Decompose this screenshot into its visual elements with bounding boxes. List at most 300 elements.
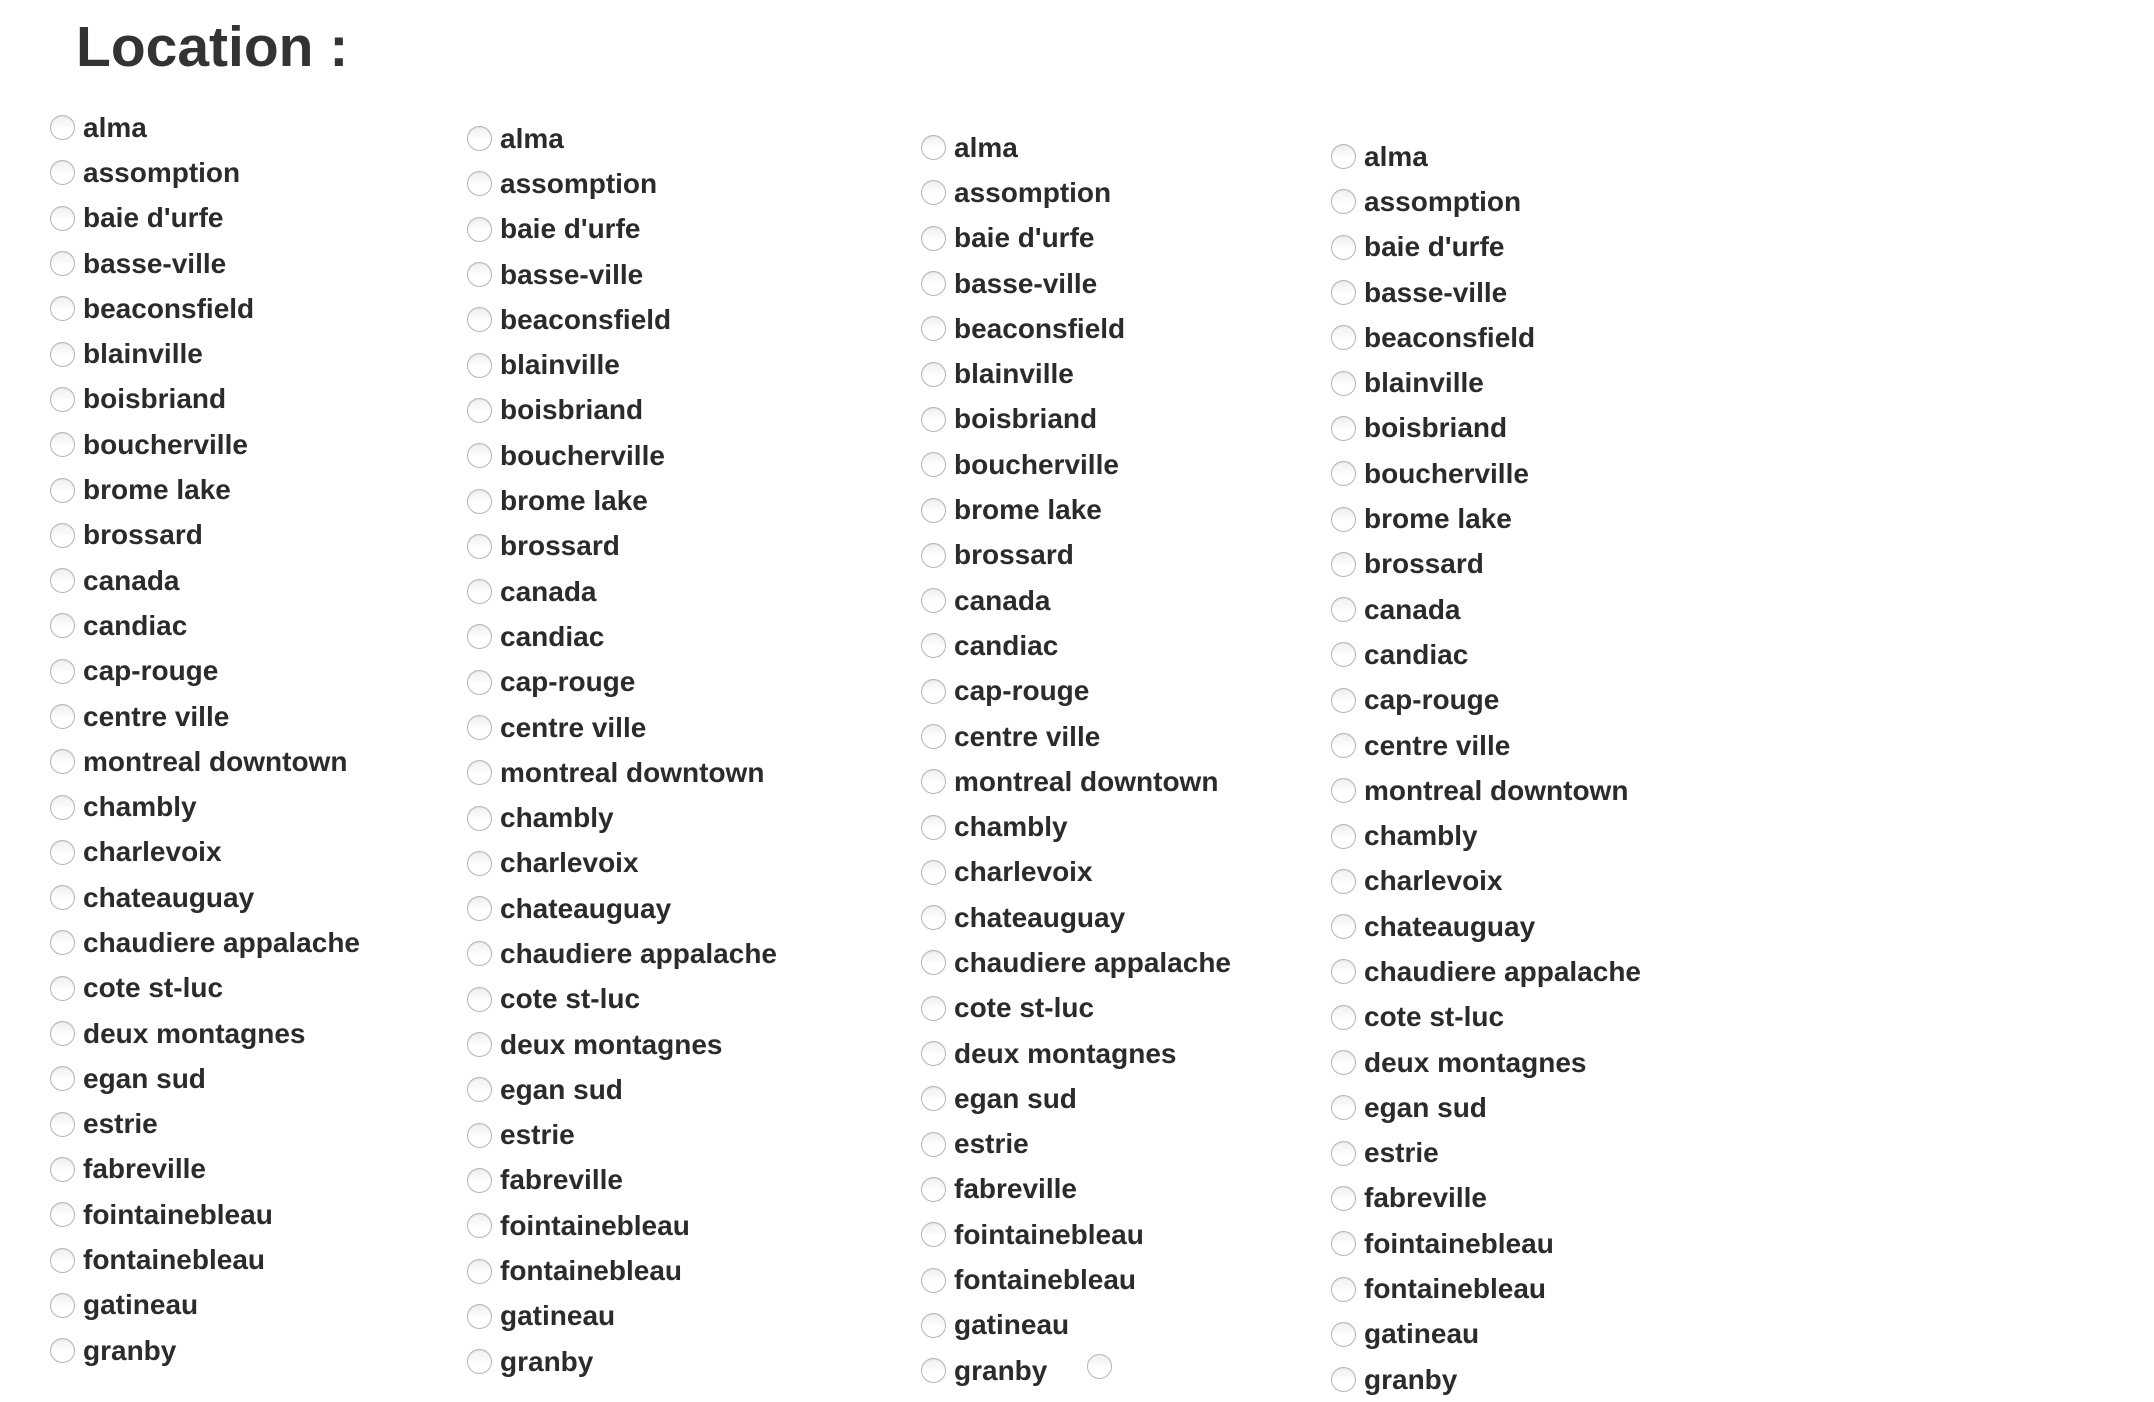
location-option-label[interactable]: brossard bbox=[500, 530, 620, 562]
location-radio-brossard[interactable] bbox=[921, 543, 946, 568]
location-option-label[interactable]: estrie bbox=[1364, 1137, 1439, 1169]
location-radio-baie-d-urfe[interactable] bbox=[50, 206, 75, 231]
location-option-label[interactable]: chateauguay bbox=[1364, 910, 1536, 942]
location-radio-canada[interactable] bbox=[921, 588, 946, 613]
location-radio-baie-d-urfe[interactable] bbox=[467, 217, 492, 242]
location-radio-chambly[interactable] bbox=[921, 815, 946, 840]
location-radio-boucherville[interactable] bbox=[50, 432, 75, 457]
location-option bbox=[921, 714, 1231, 759]
location-option-label[interactable]: cote st-luc bbox=[83, 972, 224, 1004]
location-radio-alma[interactable] bbox=[921, 135, 946, 160]
location-option bbox=[50, 558, 360, 603]
location-option-label[interactable]: canada bbox=[954, 584, 1051, 616]
location-radio-brome-lake[interactable] bbox=[467, 489, 492, 514]
location-option bbox=[1331, 451, 1641, 496]
location-radio-fabreville[interactable] bbox=[50, 1157, 75, 1182]
location-radio-gatineau[interactable] bbox=[467, 1304, 492, 1329]
location-radio-brome-lake[interactable] bbox=[921, 498, 946, 523]
location-radio-blainville[interactable] bbox=[1331, 371, 1356, 396]
location-radio-deux-montagnes[interactable] bbox=[921, 1041, 946, 1066]
location-option-label[interactable]: estrie bbox=[83, 1108, 158, 1140]
location-option-label[interactable]: candiac bbox=[954, 629, 1059, 661]
location-option bbox=[921, 669, 1231, 714]
location-radio-centre-ville[interactable] bbox=[1331, 733, 1356, 758]
location-option-label[interactable]: blainville bbox=[1364, 367, 1484, 399]
location-option-label[interactable]: beaconsfield bbox=[1364, 321, 1536, 353]
location-option-label[interactable]: cote st-luc bbox=[1364, 1001, 1505, 1033]
location-option bbox=[921, 351, 1231, 396]
location-option-label[interactable]: chateauguay bbox=[500, 892, 672, 924]
location-option bbox=[921, 397, 1231, 442]
location-option-label[interactable]: chaudiere appalache bbox=[500, 937, 778, 969]
location-radio-candiac[interactable] bbox=[921, 633, 946, 658]
location-option bbox=[1331, 315, 1641, 360]
location-option-label[interactable]: centre ville bbox=[83, 700, 230, 732]
location-option-label[interactable]: centre ville bbox=[500, 711, 647, 743]
location-option-label[interactable]: fointainebleau bbox=[954, 1218, 1144, 1250]
location-radio-column-1 bbox=[50, 105, 360, 1373]
location-option bbox=[50, 875, 360, 920]
location-option bbox=[50, 196, 360, 241]
location-radio-cap-rouge[interactable] bbox=[50, 659, 75, 684]
location-option bbox=[921, 1303, 1231, 1348]
location-radio-cap-rouge[interactable] bbox=[921, 679, 946, 704]
location-option-label[interactable]: candiac bbox=[83, 609, 188, 641]
location-radio-beaconsfield[interactable] bbox=[1331, 325, 1356, 350]
location-option-label[interactable]: deux montagnes bbox=[1364, 1046, 1587, 1078]
location-radio-fontainebleau[interactable] bbox=[921, 1268, 946, 1293]
location-option-label[interactable]: beaconsfield bbox=[83, 292, 255, 324]
location-radio-chambly[interactable] bbox=[50, 795, 75, 820]
location-option-label[interactable]: egan sud bbox=[1364, 1091, 1487, 1123]
location-option bbox=[467, 161, 777, 206]
location-radio-canada[interactable] bbox=[467, 579, 492, 604]
location-option bbox=[50, 1056, 360, 1101]
location-option-label[interactable]: baie d'urfe bbox=[1364, 231, 1505, 263]
location-radio-montreal-downtown[interactable] bbox=[467, 760, 492, 785]
location-option bbox=[1331, 859, 1641, 904]
location-radio-fontainebleau[interactable] bbox=[1331, 1277, 1356, 1302]
location-radio-basse-ville[interactable] bbox=[921, 271, 946, 296]
location-radio-basse-ville[interactable] bbox=[467, 262, 492, 287]
location-radio-beaconsfield[interactable] bbox=[467, 307, 492, 332]
location-option bbox=[921, 442, 1231, 487]
location-radio-granby[interactable] bbox=[50, 1338, 75, 1363]
location-option-label[interactable]: boucherville bbox=[1364, 457, 1529, 489]
location-radio-chambly[interactable] bbox=[1331, 824, 1356, 849]
location-radio-brome-lake[interactable] bbox=[1331, 507, 1356, 532]
location-option-label[interactable]: fontainebleau bbox=[954, 1264, 1137, 1296]
location-radio-chateauguay[interactable] bbox=[921, 905, 946, 930]
location-option bbox=[921, 261, 1231, 306]
location-option-label[interactable]: brome lake bbox=[1364, 503, 1512, 535]
location-radio-fabreville[interactable] bbox=[921, 1177, 946, 1202]
location-option bbox=[921, 895, 1231, 940]
location-radio-fontainebleau[interactable] bbox=[467, 1259, 492, 1284]
location-radio-egan-sud[interactable] bbox=[1331, 1095, 1356, 1120]
location-option-label[interactable]: gatineau bbox=[500, 1300, 616, 1332]
location-option-label[interactable]: gatineau bbox=[83, 1289, 199, 1321]
location-option-label[interactable]: canada bbox=[500, 575, 597, 607]
location-option-label[interactable]: brossard bbox=[83, 519, 203, 551]
location-radio-beaconsfield[interactable] bbox=[921, 316, 946, 341]
location-option bbox=[921, 533, 1231, 578]
location-radio-centre-ville[interactable] bbox=[50, 704, 75, 729]
location-option-label[interactable]: fabreville bbox=[954, 1173, 1077, 1205]
location-radio-montreal-downtown[interactable] bbox=[1331, 778, 1356, 803]
location-option bbox=[1331, 179, 1641, 224]
location-option-label[interactable]: fabreville bbox=[1364, 1182, 1487, 1214]
location-option-label[interactable]: brome lake bbox=[954, 494, 1102, 526]
location-option-label[interactable]: canada bbox=[83, 564, 180, 596]
location-option-label[interactable]: blainville bbox=[954, 358, 1074, 390]
location-option bbox=[1331, 768, 1641, 813]
location-option-label[interactable]: canada bbox=[1364, 593, 1461, 625]
location-option-label[interactable]: alma bbox=[83, 111, 147, 143]
location-option bbox=[1331, 1085, 1641, 1130]
location-radio-alma[interactable] bbox=[50, 115, 75, 140]
location-option-label[interactable]: cote st-luc bbox=[954, 992, 1095, 1024]
location-radio-gatineau[interactable] bbox=[1331, 1322, 1356, 1347]
location-radio-deux-montagnes[interactable] bbox=[1331, 1050, 1356, 1075]
location-option bbox=[467, 1294, 777, 1339]
location-option bbox=[50, 830, 360, 875]
location-option-label[interactable]: montreal downtown bbox=[954, 765, 1219, 797]
location-option bbox=[1331, 1040, 1641, 1085]
location-radio-column-4 bbox=[1331, 134, 1641, 1402]
location-option-label[interactable]: montreal downtown bbox=[83, 745, 348, 777]
location-option bbox=[1331, 587, 1641, 632]
location-option-label[interactable]: granby bbox=[500, 1345, 594, 1377]
location-option-label[interactable]: estrie bbox=[954, 1128, 1029, 1160]
location-option bbox=[467, 1067, 777, 1112]
location-option-label[interactable]: brome lake bbox=[83, 474, 231, 506]
location-radio-fabreville[interactable] bbox=[467, 1168, 492, 1193]
location-option bbox=[50, 513, 360, 558]
location-option bbox=[921, 850, 1231, 895]
location-option-label[interactable]: alma bbox=[500, 122, 564, 154]
location-radio-chateauguay[interactable] bbox=[467, 896, 492, 921]
location-option-label[interactable]: assomption bbox=[1364, 185, 1522, 217]
location-radio-egan-sud[interactable] bbox=[921, 1086, 946, 1111]
location-option-label[interactable]: candiac bbox=[500, 620, 605, 652]
location-radio-chateauguay[interactable] bbox=[1331, 914, 1356, 939]
location-option bbox=[50, 1283, 360, 1328]
location-option-label[interactable]: boisbriand bbox=[500, 394, 644, 426]
location-option-label[interactable]: charlevoix bbox=[1364, 865, 1503, 897]
location-option-label[interactable]: fontainebleau bbox=[1364, 1273, 1547, 1305]
location-option-label[interactable]: baie d'urfe bbox=[954, 222, 1095, 254]
location-option bbox=[467, 524, 777, 569]
location-option-label[interactable]: chaudiere appalache bbox=[83, 926, 361, 958]
location-option-label[interactable]: fointainebleau bbox=[83, 1198, 273, 1230]
location-option bbox=[50, 331, 360, 376]
location-option-label[interactable]: charlevoix bbox=[83, 836, 222, 868]
location-radio-fointainebleau[interactable] bbox=[50, 1202, 75, 1227]
location-option-label[interactable]: charlevoix bbox=[954, 856, 1093, 888]
location-radio-candiac[interactable] bbox=[50, 613, 75, 638]
location-option bbox=[467, 614, 777, 659]
location-option-label[interactable]: chateauguay bbox=[954, 901, 1126, 933]
location-option-label[interactable]: assomption bbox=[500, 167, 658, 199]
location-option-label[interactable]: deux montagnes bbox=[954, 1037, 1177, 1069]
partial-radio-bottom-icon[interactable] bbox=[1087, 1354, 1112, 1379]
location-radio-fointainebleau[interactable] bbox=[921, 1222, 946, 1247]
location-option-label[interactable]: brossard bbox=[1364, 548, 1484, 580]
location-option-label[interactable]: basse-ville bbox=[83, 247, 227, 279]
location-radio-granby[interactable] bbox=[1331, 1367, 1356, 1392]
location-option-label[interactable]: basse-ville bbox=[954, 267, 1098, 299]
location-option bbox=[50, 603, 360, 648]
location-option bbox=[50, 739, 360, 784]
location-radio-charlevoix[interactable] bbox=[921, 860, 946, 885]
location-radio-montreal-downtown[interactable] bbox=[50, 749, 75, 774]
location-option bbox=[1331, 904, 1641, 949]
location-option bbox=[50, 784, 360, 829]
location-option-label[interactable]: centre ville bbox=[954, 720, 1101, 752]
location-option-label[interactable]: egan sud bbox=[83, 1062, 206, 1094]
location-radio-centre-ville[interactable] bbox=[921, 724, 946, 749]
location-radio-gatineau[interactable] bbox=[50, 1293, 75, 1318]
location-option-label[interactable]: cote st-luc bbox=[500, 983, 641, 1015]
location-option-label[interactable]: chaudiere appalache bbox=[954, 946, 1232, 978]
location-option bbox=[50, 422, 360, 467]
location-option-label[interactable]: boucherville bbox=[954, 448, 1119, 480]
location-option-label[interactable]: chambly bbox=[500, 802, 614, 834]
location-option-label[interactable]: deux montagnes bbox=[83, 1017, 306, 1049]
location-option-label[interactable]: cap-rouge bbox=[83, 655, 219, 687]
location-option bbox=[467, 116, 777, 161]
location-option-label[interactable]: centre ville bbox=[1364, 729, 1511, 761]
location-radio-estrie[interactable] bbox=[50, 1112, 75, 1137]
location-option-label[interactable]: fontainebleau bbox=[500, 1255, 683, 1287]
location-option-label[interactable]: boucherville bbox=[83, 428, 248, 460]
location-radio-canada[interactable] bbox=[50, 568, 75, 593]
location-option-label[interactable]: baie d'urfe bbox=[83, 202, 224, 234]
location-radio-boisbriand[interactable] bbox=[467, 398, 492, 423]
location-option-label[interactable]: fontainebleau bbox=[83, 1244, 266, 1276]
location-radio-charlevoix[interactable] bbox=[50, 840, 75, 865]
location-radio-column-3 bbox=[921, 125, 1231, 1393]
location-radio-chaudiere-appalache[interactable] bbox=[50, 930, 75, 955]
location-option bbox=[921, 1212, 1231, 1257]
location-option-label[interactable]: fointainebleau bbox=[500, 1209, 690, 1241]
location-option-label[interactable]: brossard bbox=[954, 539, 1074, 571]
location-radio-assomption[interactable] bbox=[50, 160, 75, 185]
location-option-label[interactable]: blainville bbox=[83, 338, 203, 370]
location-option-label[interactable]: deux montagnes bbox=[500, 1028, 723, 1060]
location-option-label[interactable]: blainville bbox=[500, 349, 620, 381]
location-option-label[interactable]: brome lake bbox=[500, 485, 648, 517]
location-option-label[interactable]: chambly bbox=[954, 811, 1068, 843]
location-radio-granby[interactable] bbox=[467, 1349, 492, 1374]
location-radio-estrie[interactable] bbox=[1331, 1141, 1356, 1166]
location-radio-brome-lake[interactable] bbox=[50, 478, 75, 503]
location-option bbox=[1331, 134, 1641, 179]
location-radio-chambly[interactable] bbox=[467, 806, 492, 831]
location-option-label[interactable]: fabreville bbox=[500, 1164, 623, 1196]
location-option bbox=[467, 433, 777, 478]
location-option bbox=[467, 1339, 777, 1384]
location-option bbox=[50, 1237, 360, 1282]
location-radio-boisbriand[interactable] bbox=[921, 407, 946, 432]
location-option bbox=[1331, 406, 1641, 451]
location-radio-boisbriand[interactable] bbox=[1331, 416, 1356, 441]
location-option-label[interactable]: fointainebleau bbox=[1364, 1227, 1554, 1259]
location-radio-fointainebleau[interactable] bbox=[467, 1213, 492, 1238]
location-option bbox=[50, 467, 360, 512]
location-option-label[interactable]: chambly bbox=[83, 791, 197, 823]
location-option-label[interactable]: baie d'urfe bbox=[500, 213, 641, 245]
location-option-label[interactable]: assomption bbox=[83, 156, 241, 188]
location-radio-candiac[interactable] bbox=[467, 624, 492, 649]
location-option-label[interactable]: granby bbox=[1364, 1363, 1458, 1395]
location-radio-basse-ville[interactable] bbox=[50, 251, 75, 276]
location-radio-basse-ville[interactable] bbox=[1331, 280, 1356, 305]
location-option bbox=[467, 705, 777, 750]
location-radio-canada[interactable] bbox=[1331, 597, 1356, 622]
location-radio-fabreville[interactable] bbox=[1331, 1186, 1356, 1211]
location-radio-charlevoix[interactable] bbox=[467, 851, 492, 876]
location-option-label[interactable]: gatineau bbox=[1364, 1318, 1480, 1350]
location-radio-chaudiere-appalache[interactable] bbox=[921, 950, 946, 975]
location-option-label[interactable]: egan sud bbox=[954, 1082, 1077, 1114]
location-option-label[interactable]: chateauguay bbox=[83, 881, 255, 913]
location-radio-boucherville[interactable] bbox=[1331, 461, 1356, 486]
location-option bbox=[1331, 1176, 1641, 1221]
location-option bbox=[921, 940, 1231, 985]
location-radio-cote-st-luc[interactable] bbox=[50, 976, 75, 1001]
location-option-label[interactable]: cap-rouge bbox=[500, 666, 636, 698]
location-radio-brossard[interactable] bbox=[50, 523, 75, 548]
location-radio-brossard[interactable] bbox=[1331, 552, 1356, 577]
location-option-label[interactable]: cap-rouge bbox=[954, 675, 1090, 707]
location-option-label[interactable]: beaconsfield bbox=[954, 312, 1126, 344]
location-radio-assomption[interactable] bbox=[921, 180, 946, 205]
location-option-label[interactable]: candiac bbox=[1364, 638, 1469, 670]
location-radio-cap-rouge[interactable] bbox=[467, 670, 492, 695]
location-option bbox=[50, 920, 360, 965]
location-radio-deux-montagnes[interactable] bbox=[467, 1032, 492, 1057]
location-radio-brossard[interactable] bbox=[467, 534, 492, 559]
location-option bbox=[1331, 496, 1641, 541]
location-radio-centre-ville[interactable] bbox=[467, 715, 492, 740]
location-radio-fointainebleau[interactable] bbox=[1331, 1231, 1356, 1256]
location-radio-cote-st-luc[interactable] bbox=[921, 996, 946, 1021]
location-option-label[interactable]: estrie bbox=[500, 1119, 575, 1151]
location-radio-estrie[interactable] bbox=[921, 1132, 946, 1157]
location-radio-estrie[interactable] bbox=[467, 1123, 492, 1148]
location-option bbox=[1331, 632, 1641, 677]
location-option-label[interactable]: cap-rouge bbox=[1364, 684, 1500, 716]
location-option-label[interactable]: chaudiere appalache bbox=[1364, 955, 1642, 987]
location-option bbox=[50, 150, 360, 195]
location-option bbox=[467, 886, 777, 931]
location-option-label[interactable]: montreal downtown bbox=[1364, 774, 1629, 806]
location-radio-alma[interactable] bbox=[1331, 144, 1356, 169]
location-radio-deux-montagnes[interactable] bbox=[50, 1021, 75, 1046]
location-option bbox=[1331, 225, 1641, 270]
location-radio-beaconsfield[interactable] bbox=[50, 296, 75, 321]
location-option-label[interactable]: egan sud bbox=[500, 1073, 623, 1105]
location-option-label[interactable]: boucherville bbox=[500, 439, 665, 471]
location-radio-granby[interactable] bbox=[921, 1358, 946, 1383]
location-option-label[interactable]: assomption bbox=[954, 176, 1112, 208]
location-option bbox=[467, 1022, 777, 1067]
location-option bbox=[467, 1248, 777, 1293]
location-option-label[interactable]: boisbriand bbox=[1364, 412, 1508, 444]
location-option bbox=[1331, 1131, 1641, 1176]
location-radio-candiac[interactable] bbox=[1331, 642, 1356, 667]
location-option-label[interactable]: basse-ville bbox=[1364, 276, 1508, 308]
location-radio-gatineau[interactable] bbox=[921, 1313, 946, 1338]
location-option-label[interactable]: charlevoix bbox=[500, 847, 639, 879]
location-radio-montreal-downtown[interactable] bbox=[921, 769, 946, 794]
location-radio-cote-st-luc[interactable] bbox=[1331, 1005, 1356, 1030]
location-option bbox=[921, 487, 1231, 532]
location-option bbox=[467, 342, 777, 387]
location-option-label[interactable]: chambly bbox=[1364, 820, 1478, 852]
location-option-label[interactable]: beaconsfield bbox=[500, 303, 672, 335]
location-option-label[interactable]: granby bbox=[954, 1354, 1048, 1386]
location-radio-boucherville[interactable] bbox=[921, 452, 946, 477]
location-option-label[interactable]: boisbriand bbox=[83, 383, 227, 415]
location-option-label[interactable]: montreal downtown bbox=[500, 756, 765, 788]
location-option bbox=[50, 286, 360, 331]
location-option bbox=[467, 478, 777, 523]
location-option-label[interactable]: gatineau bbox=[954, 1309, 1070, 1341]
location-option bbox=[1331, 1266, 1641, 1311]
location-radio-boucherville[interactable] bbox=[467, 443, 492, 468]
location-option bbox=[1331, 1312, 1641, 1357]
location-radio-alma[interactable] bbox=[467, 126, 492, 151]
location-radio-boisbriand[interactable] bbox=[50, 387, 75, 412]
location-radio-baie-d-urfe[interactable] bbox=[921, 226, 946, 251]
location-option-label[interactable]: boisbriand bbox=[954, 403, 1098, 435]
location-radio-charlevoix[interactable] bbox=[1331, 869, 1356, 894]
location-radio-fontainebleau[interactable] bbox=[50, 1248, 75, 1273]
location-radio-egan-sud[interactable] bbox=[467, 1077, 492, 1102]
location-option bbox=[921, 1122, 1231, 1167]
location-radio-chaudiere-appalache[interactable] bbox=[1331, 959, 1356, 984]
location-option-label[interactable]: alma bbox=[1364, 140, 1428, 172]
location-option bbox=[467, 1203, 777, 1248]
location-radio-baie-d-urfe[interactable] bbox=[1331, 235, 1356, 260]
location-option bbox=[1331, 270, 1641, 315]
location-option bbox=[921, 125, 1231, 170]
location-radio-assomption[interactable] bbox=[1331, 189, 1356, 214]
location-option-label[interactable]: fabreville bbox=[83, 1153, 206, 1185]
location-radio-blainville[interactable] bbox=[921, 362, 946, 387]
location-option-label[interactable]: alma bbox=[954, 131, 1018, 163]
location-option bbox=[50, 1147, 360, 1192]
location-option bbox=[921, 986, 1231, 1031]
location-radio-assomption[interactable] bbox=[467, 171, 492, 196]
location-option-label[interactable]: basse-ville bbox=[500, 258, 644, 290]
location-option bbox=[467, 977, 777, 1022]
location-radio-chaudiere-appalache[interactable] bbox=[467, 941, 492, 966]
location-radio-egan-sud[interactable] bbox=[50, 1066, 75, 1091]
location-radio-blainville[interactable] bbox=[50, 342, 75, 367]
location-option bbox=[921, 804, 1231, 849]
location-radio-chateauguay[interactable] bbox=[50, 885, 75, 910]
location-option-label[interactable]: granby bbox=[83, 1334, 177, 1366]
location-radio-cap-rouge[interactable] bbox=[1331, 688, 1356, 713]
location-option bbox=[467, 660, 777, 705]
location-radio-blainville[interactable] bbox=[467, 353, 492, 378]
location-option bbox=[467, 1113, 777, 1158]
location-radio-cote-st-luc[interactable] bbox=[467, 987, 492, 1012]
